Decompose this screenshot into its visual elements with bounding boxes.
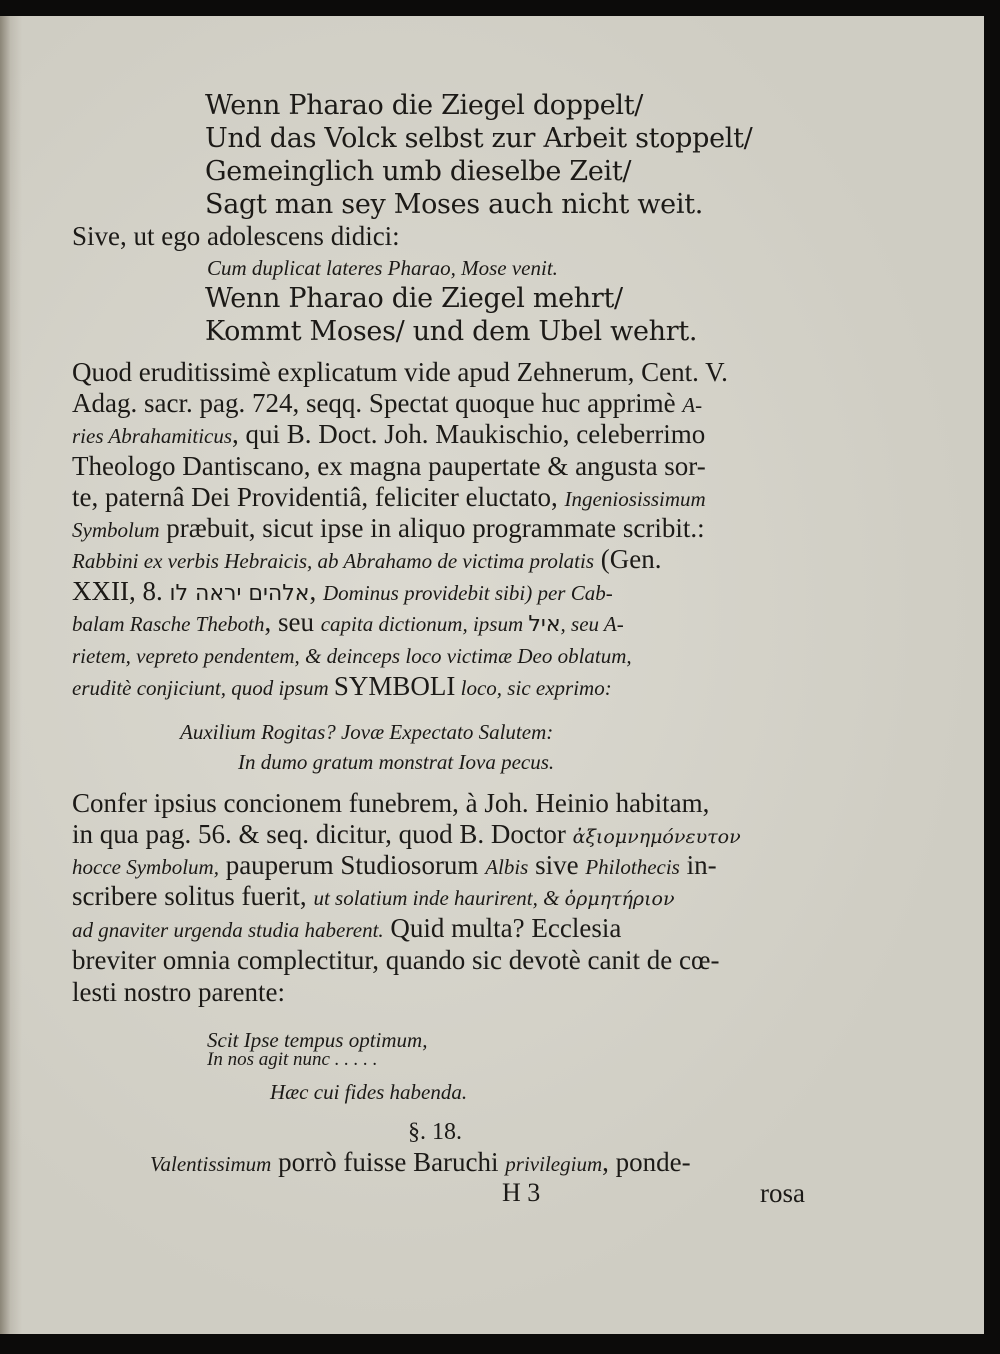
para1-line-11 bbox=[72, 670, 612, 704]
para1-line-5 bbox=[72, 481, 706, 515]
para1-line-2 bbox=[72, 387, 702, 421]
para1-line-5-italic: Ingeniosissimum bbox=[564, 487, 706, 511]
para2-line-3-text-b: sive bbox=[528, 850, 586, 880]
sive-line: Sive, ut ego adolescens didici: bbox=[72, 221, 400, 251]
para1-line-2-text: Adag. sacr. pag. 724, seqq. Spectat quoque huc apprimè bbox=[72, 388, 683, 418]
para1-line-6 bbox=[72, 512, 705, 546]
motto-line-2: In dumo gratum monstrat Iova pecus. bbox=[238, 750, 555, 774]
para2-line-1: Confer ipsius concionem funebrem, à Joh. Heinio habitam, bbox=[72, 788, 710, 818]
verse1-line-2: Und das Volck selbst zur Arbeit stoppelt/ bbox=[205, 123, 753, 154]
para2-line-5 bbox=[72, 912, 621, 946]
para1-line-8-comma: , bbox=[309, 576, 323, 606]
para1-line-6-text: præbuit, sicut ipse in aliquo programmate scribit.: bbox=[159, 513, 705, 543]
page-gutter bbox=[0, 16, 10, 1334]
para1-line-7 bbox=[72, 543, 662, 577]
para2-line-3-italic-a: hocce Symbolum, bbox=[72, 855, 219, 879]
para2-line-7: lesti nostro parente: bbox=[72, 977, 285, 1007]
para1-line-6-italic: Symbolum bbox=[72, 518, 160, 542]
para2-line-5-text: Quid multa? Ecclesia bbox=[383, 913, 622, 943]
hymn-line-1: Scit Ipse tempus optimum, bbox=[207, 1028, 428, 1052]
verse1-line-1: Wenn Pharao die Ziegel doppelt/ bbox=[205, 90, 644, 121]
section-heading: §. 18. bbox=[408, 1119, 462, 1145]
para1-line-8 bbox=[72, 575, 613, 610]
hebrew-word: איל bbox=[528, 612, 561, 637]
para1-line-8-italic: Dominus providebit sibi) per Cab- bbox=[323, 581, 613, 605]
para2-line-6: breviter omnia complectitur, quando sic devotè canit de cœ- bbox=[72, 945, 720, 975]
para1-line-11-italic-b: loco, sic exprimo: bbox=[455, 676, 612, 700]
para1-line-9-italic-a: balam Rasche Theboth bbox=[72, 612, 265, 636]
para2-line-3-text-c: in- bbox=[679, 850, 717, 880]
signature-mark: H 3 bbox=[502, 1178, 541, 1207]
last-line bbox=[150, 1146, 691, 1180]
para2-line-4-text: scribere solitus fuerit, bbox=[72, 881, 314, 911]
para1-line-11-italic-a: eruditè conjiciunt, quod ipsum bbox=[72, 676, 334, 700]
verse1-line-3: Gemeinglich umb dieselbe Zeit/ bbox=[205, 156, 632, 187]
para1-line-9-text: , seu bbox=[264, 607, 321, 637]
para1-line-4: Theologo Dantiscano, ex magna paupertate & angusta sor- bbox=[72, 451, 706, 481]
greek-word-2: ὁρμητήριον bbox=[564, 888, 675, 910]
verse2-line-1: Wenn Pharao die Ziegel mehrt/ bbox=[205, 283, 623, 314]
para2-line-5-italic: ad gnaviter urgenda studia haberent. bbox=[72, 918, 384, 942]
hymn-line-2: In nos agit nunc . . . . . bbox=[207, 1049, 378, 1070]
para2-line-2 bbox=[72, 818, 741, 853]
para2-line-4 bbox=[72, 880, 675, 915]
para1-line-7-text: (Gen. bbox=[594, 544, 662, 574]
para2-line-3-italic-b: Albis bbox=[485, 855, 529, 879]
hebrew-quote: אלהים יראה לו bbox=[169, 581, 310, 606]
para1-line-7-italic: Rabbini ex verbis Hebraicis, ab Abrahamo de victima prolatis bbox=[72, 549, 595, 573]
para1-line-3 bbox=[72, 418, 705, 452]
para2-line-2-text: in qua pag. 56. & seq. dicitur, quod B. Doctor bbox=[72, 819, 573, 849]
para2-line-4-italic: ut solatium inde haurirent, & bbox=[313, 886, 565, 910]
para1-line-9-italic-c: , seu A- bbox=[560, 612, 624, 636]
verse1-line-4: Sagt man sey Moses auch nicht weit. bbox=[205, 189, 704, 220]
para1-line-2-italic: A- bbox=[682, 393, 703, 417]
latin-verse: Cum duplicat lateres Pharao, Mose venit. bbox=[207, 256, 558, 280]
para1-line-9-italic-b: capita dictionum, ipsum bbox=[320, 612, 529, 636]
last-line-text-b: , ponde- bbox=[602, 1147, 691, 1177]
motto-line-1: Auxilium Rogitas? Jovæ Expectato Salutem: bbox=[180, 720, 554, 744]
para2-line-3-text-a: pauperum Studiosorum bbox=[218, 850, 486, 880]
para1-line-5-text: te, paternâ Dei Providentiâ, feliciter eluctato, bbox=[72, 482, 565, 512]
last-line-italic-a: Valentissimum bbox=[150, 1152, 272, 1176]
last-line-text-a: porrò fuisse Baruchi bbox=[271, 1147, 506, 1177]
para1-line-11-caps: SYMBOLI bbox=[333, 671, 456, 701]
catchword: rosa bbox=[760, 1178, 805, 1208]
para1-line-9 bbox=[72, 606, 624, 641]
para2-line-3 bbox=[72, 849, 717, 883]
greek-word-1: ἀξιομνημόνευτον bbox=[572, 826, 741, 848]
para1-line-3-text: , qui B. Doct. Joh. Maukischio, celeberrimo bbox=[232, 419, 706, 449]
hymn-line-3: Hæc cui fides habenda. bbox=[270, 1080, 468, 1104]
last-line-italic-b: privilegium bbox=[505, 1152, 603, 1176]
para1-line-1: Quod eruditissimè explicatum vide apud Zehnerum, Cent. V. bbox=[72, 357, 728, 387]
verse2-line-2: Kommt Moses/ und dem Ubel wehrt. bbox=[205, 316, 698, 347]
para2-line-3-italic-c: Philothecis bbox=[585, 855, 680, 879]
para1-line-8-text: XXII, 8. bbox=[72, 576, 170, 606]
para1-line-3-italic: ries Abrahamiticus bbox=[72, 424, 233, 448]
para1-line-10: rietem, vepreto pendentem, & deinceps loco victimæ Deo oblatum, bbox=[72, 644, 632, 668]
